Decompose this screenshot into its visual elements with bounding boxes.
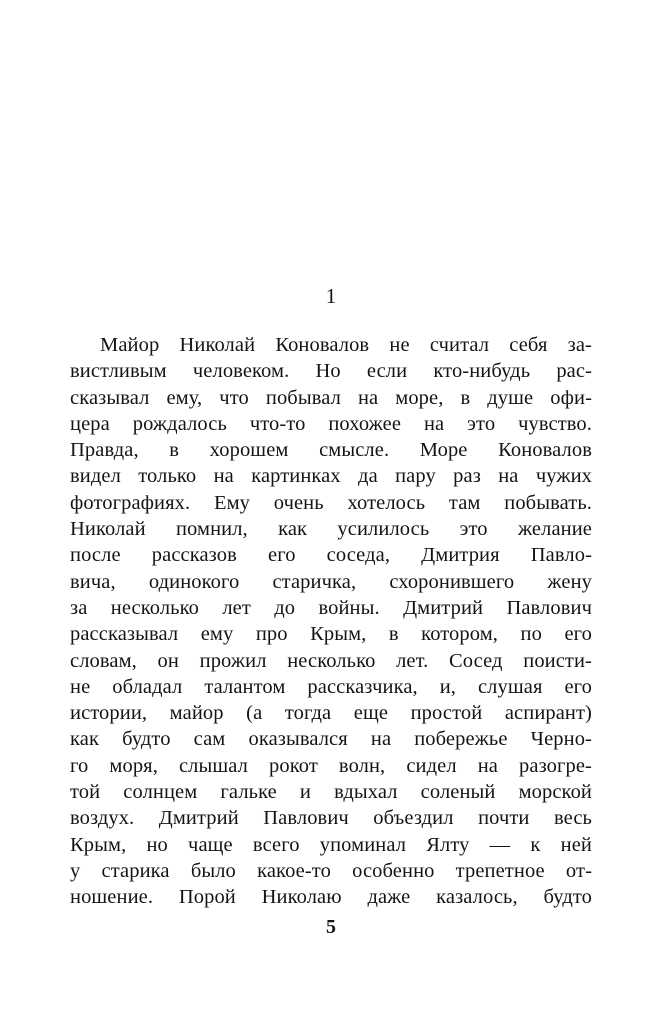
text-line: Николай помнил, как усилилось это желание	[70, 518, 592, 541]
text-line: воздух. Дмитрий Павлович объездил почти весь	[70, 807, 592, 830]
text-line: Майор Николай Коновалов не считал себя за-	[100, 334, 592, 356]
text-line: сказывал ему, что побывал на море, в душе офи-	[70, 386, 592, 409]
text-line: за несколько лет до войны. Дмитрий Павлович	[70, 596, 592, 619]
text-line: как будто сам оказывался на побережье Черно-	[70, 728, 592, 751]
text-line: вича, одинокого старичка, схоронившего жену	[70, 570, 592, 593]
text-line: цера рождалось что-то похожее на это чувство.	[70, 412, 592, 435]
text-line: Крым, но чаще всего упоминал Ялту — к ней	[70, 833, 592, 856]
text-line: словам, он прожил несколько лет. Сосед поисти-	[70, 649, 592, 672]
chapter-number: 1	[325, 284, 337, 308]
text-line: видел только на картинках да пару раз на чужих	[70, 465, 592, 488]
text-line: после рассказов его соседа, Дмитрия Павло-	[70, 544, 592, 567]
text-line: го моря, слышал рокот волн, сидел на разогре-	[70, 754, 592, 777]
text-line: не обладал талантом рассказчика, и, слушая его	[70, 675, 592, 698]
text-line: истории, майор (а тогда еще простой аспирант)	[70, 702, 592, 725]
text-line: у старика было какое-то особенно трепетное от-	[70, 859, 592, 882]
text-line: той солнцем гальке и вдыхал соленый морской	[70, 781, 592, 804]
paragraph-text-block	[70, 332, 592, 911]
text-line: рассказывал ему про Крым, в котором, по его	[70, 623, 592, 646]
page-number: 5	[326, 916, 336, 938]
text-line: вистливым человеком. Но если кто-нибудь рас-	[70, 360, 592, 383]
text-line: ношение. Порой Николаю даже казалось, будто	[70, 886, 592, 909]
text-line: фотографиях. Ему очень хотелось там побывать.	[70, 491, 592, 514]
text-line: Правда, в хорошем смысле. Море Коновалов	[70, 439, 592, 462]
